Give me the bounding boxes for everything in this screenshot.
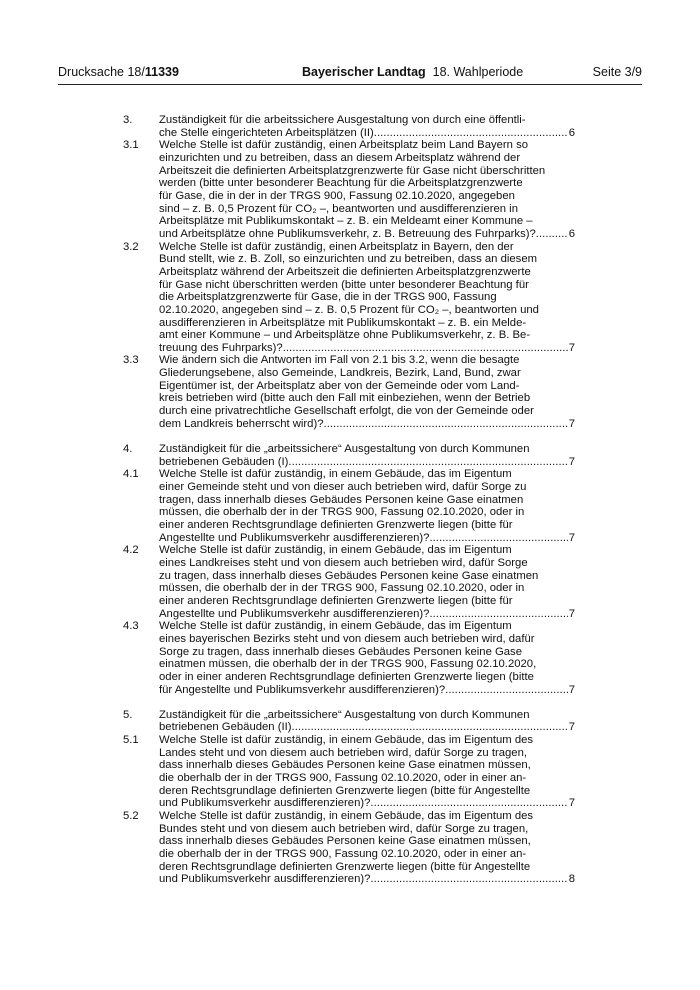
toc-last-line: [159, 342, 575, 355]
toc-line: Angestellte und Publikumsverkehr ausdifferenzieren)?: [159, 531, 430, 544]
toc-line: einer anderen Rechtsgrundlage definierten Grenzwerte liegen (bitte für: [159, 518, 513, 531]
toc-item-number: 3.2: [123, 240, 139, 253]
toc-line: Zuständigkeit für die arbeitssichere Ausgestaltung von durch eine öffentli-: [159, 114, 526, 126]
toc-line: Zuständigkeit für die „arbeitssichere“ Ausgestaltung von durch Kommunen: [159, 443, 530, 456]
toc-item-text: [159, 810, 575, 886]
toc-line: deren Rechtsgrundlage definierten Grenzwerte liegen (bitte für Angestellte: [159, 860, 531, 873]
dot-leader: [536, 228, 568, 241]
toc-page-number: 7: [568, 341, 575, 354]
toc-line: Sorge zu tragen, dass innerhalb dieses Gebäudes Personen keine Gase: [159, 645, 522, 658]
toc-item-text: [159, 443, 575, 468]
toc-line: ausdifferenzieren in Arbeitsplätze mit Publikumskontakt – z. B. ein Melde-: [159, 316, 527, 329]
institution-period: [302, 63, 523, 81]
toc-item-text: [159, 734, 575, 810]
toc-item[interactable]: [123, 810, 575, 886]
toc-line: dass innerhalb dieses Gebäudes Personen keine Gase einatmen müssen,: [159, 759, 531, 772]
toc-item-number: 5.1: [123, 734, 139, 747]
header-rule: [58, 84, 642, 85]
dot-leader: [445, 684, 568, 697]
toc-item-number: 4.1: [123, 468, 139, 481]
toc-item-number: 3.3: [123, 354, 139, 367]
doc-number-bold: 11339: [144, 65, 179, 79]
toc-line: die Arbeitsplatzgrenzwerte für Gase, die in der TRGS 900, Fassung: [159, 291, 497, 304]
toc-line: und Publikumsverkehr ausdifferenzieren)?: [159, 873, 371, 886]
dot-leader: [288, 456, 567, 469]
toc-line: Wie ändern sich die Antworten im Fall von 2.1 bis 3.2, wenn die besagte: [159, 354, 520, 367]
toc-item-text: [159, 544, 575, 620]
toc-line: Landes steht und von diesem auch betrieben wird, dafür Sorge zu tragen,: [159, 746, 528, 759]
toc-line: Eigentümer ist, der Arbeitsplatz aber von der Gemeinde oder vom Land-: [159, 379, 520, 392]
toc-page-number: 7: [568, 797, 575, 810]
toc-line: müssen, die oberhalb der in der TRGS 900, Fassung 02.10.2020, oder in: [159, 582, 525, 595]
page-indicator: Seite 3/9: [592, 65, 642, 79]
toc-line: eines Landkreises steht und von diesem auch betrieben wird, dafür Sorge: [159, 556, 528, 569]
toc-page-number: 7: [568, 721, 575, 734]
toc-line: Arbeitsplatz während der Arbeitszeit die definierten Arbeitsplatzgrenzwerte: [159, 265, 531, 278]
toc-line: müssen, die oberhalb der in der TRGS 900, Fassung 02.10.2020, oder in: [159, 506, 525, 519]
toc-page-number: 7: [568, 417, 575, 430]
toc-line: dem Landkreis beherrscht wird)?: [159, 417, 324, 430]
toc-line: eines bayerischen Bezirks steht und von diesem auch betrieben wird, dafür: [159, 632, 535, 645]
dot-leader: [370, 797, 567, 810]
toc-section[interactable]: [123, 114, 575, 139]
toc-item-text: [159, 620, 575, 696]
toc-section[interactable]: [123, 709, 575, 734]
dot-leader: [429, 608, 567, 621]
toc-item-text: [159, 114, 575, 139]
toc-line: kreis betrieben wird (bitte auch den Fall mit einbeziehen, wenn der Betrieb: [159, 392, 531, 405]
toc-line: Arbeitszeit die definierten Arbeitsplatzgrenzwerte für Gase nicht überschritten: [159, 164, 546, 177]
toc-line: zu tragen, dass innerhalb dieses Gebäudes Personen keine Gase einatmen: [159, 569, 539, 582]
toc-line: che Stelle eingerichteten Arbeitsplätzen (II): [159, 126, 374, 139]
toc-line: Welche Stelle ist dafür zuständig, einen Arbeitsplatz in Bayern, den der: [159, 240, 514, 253]
toc-line: werden (bitte unter besonderer Beachtung für die Arbeitsplatzgrenzwerte: [159, 177, 523, 190]
toc-item-number: 4.2: [123, 544, 139, 557]
toc-item-text: [159, 241, 575, 355]
toc-line: Welche Stelle ist dafür zuständig, in einem Gebäude, das im Eigentum: [159, 468, 512, 481]
toc-item[interactable]: [123, 354, 575, 430]
toc-line: und Arbeitsplätze ohne Publikumsverkehr, z. B. Betreuung des Fuhrparks)?: [159, 227, 536, 240]
toc-line: einzurichten und zu betreiben, dass an diesem Arbeitsplatz während der: [159, 151, 521, 164]
toc-item[interactable]: [123, 468, 575, 544]
toc-page-number: 6: [568, 126, 575, 139]
toc-line: für Gase nicht überschritten werden (bitte unter besonderer Beachtung für: [159, 278, 529, 291]
toc-last-line: [159, 228, 575, 241]
dot-leader: [370, 873, 567, 886]
toc-line: Welche Stelle ist dafür zuständig, in einem Gebäude, das im Eigentum: [159, 544, 512, 557]
toc-line: für Angestellte und Publikumsverkehr ausdifferenzieren)?: [159, 683, 446, 696]
toc-item-text: [159, 468, 575, 544]
toc-page-number: 8: [568, 873, 575, 886]
toc-line: deren Rechtsgrundlage definierten Grenzwerte liegen (bitte für Angestellte: [159, 784, 531, 797]
toc-line: oder in einer anderen Rechtsgrundlage definierten Grenzwerte liegen (bitte: [159, 670, 534, 683]
toc-item-text: [159, 139, 575, 240]
period: 18. Wahlperiode: [432, 65, 524, 79]
toc-line: betriebenen Gebäuden (I): [159, 455, 289, 468]
toc-line: durch eine privatrechtliche Gesellschaft erfolgt, die von der Gemeinde oder: [159, 405, 534, 418]
toc-line: die oberhalb der in der TRGS 900, Fassung 02.10.2020, oder in einer an-: [159, 772, 527, 785]
dot-leader: [324, 418, 568, 431]
toc-last-line: [159, 532, 575, 545]
toc-last-line: [159, 418, 575, 431]
toc-last-line: [159, 127, 575, 140]
toc-line: einer Gemeinde steht und von dieser auch betrieben wird, dafür Sorge zu: [159, 481, 527, 494]
toc-line: betriebenen Gebäuden (II): [159, 721, 292, 734]
toc-line: Welche Stelle ist dafür zuständig, in einem Gebäude, das im Eigentum: [159, 620, 512, 633]
toc-line: Bundes steht und von diesem auch betrieben wird, dafür Sorge zu tragen,: [159, 822, 529, 835]
dot-leader: [283, 342, 568, 355]
toc-line: sind – z. B. 0,5 Prozent für CO₂ –, beantworten und ausdifferenzieren in: [159, 202, 518, 215]
toc-item-text: [159, 354, 575, 430]
toc-item-text: [159, 709, 575, 734]
toc-last-line: [159, 873, 575, 886]
toc-line: Angestellte und Publikumsverkehr ausdifferenzieren)?: [159, 607, 430, 620]
toc-last-line: [159, 456, 575, 469]
toc-line: die oberhalb der in der TRGS 900, Fassung 02.10.2020, oder in einer an-: [159, 848, 527, 861]
toc-last-line: [159, 608, 575, 621]
doc-prefix: Drucksache 18/: [58, 65, 145, 79]
table-of-contents: [123, 114, 575, 886]
toc-line: und Publikumsverkehr ausdifferenzieren)?: [159, 797, 371, 810]
toc-item[interactable]: [123, 139, 575, 240]
toc-line: tragen, dass innerhalb dieses Gebäudes Personen keine Gase einatmen: [159, 493, 524, 506]
toc-item-number: 5.2: [123, 810, 139, 823]
page-header: [58, 63, 642, 81]
toc-item[interactable]: [123, 241, 575, 355]
toc-section[interactable]: [123, 443, 575, 468]
toc-last-line: [159, 721, 575, 734]
toc-line: Arbeitsplätze mit Publikumskontakt – z. B. ein Meldeamt einer Kommune –: [159, 215, 533, 228]
institution: Bayerischer Landtag: [302, 65, 426, 79]
toc-last-line: [159, 797, 575, 810]
dot-leader: [374, 127, 568, 140]
toc-page-number: 7: [568, 607, 575, 620]
toc-line: Zuständigkeit für die „arbeitssichere“ Ausgestaltung von durch Kommunen: [159, 708, 530, 721]
toc-item-number: 4.: [123, 443, 133, 456]
toc-line: Welche Stelle ist dafür zuständig, in einem Gebäude, das im Eigentum des: [159, 810, 534, 823]
toc-page-number: 7: [568, 455, 575, 468]
dot-leader: [429, 532, 567, 545]
toc-item[interactable]: [123, 620, 575, 696]
toc-line: 02.10.2020, angegeben sind – z. B. 0,5 Prozent für CO₂ –, beantworten und: [159, 303, 539, 316]
toc-line: Gliederungsebene, also Gemeinde, Landkreis, Bezirk, Land, Bund, zwar: [159, 367, 521, 380]
toc-line: für Gase, die in der in der TRGS 900, Fassung 02.10.2020, angegeben: [159, 189, 515, 202]
toc-line: Welche Stelle ist dafür zuständig, einen Arbeitsplatz beim Land Bayern so: [159, 139, 529, 152]
toc-item[interactable]: [123, 544, 575, 620]
toc-last-line: [159, 684, 575, 697]
toc-line: Welche Stelle ist dafür zuständig, in einem Gebäude, das im Eigentum des: [159, 734, 534, 747]
toc-item-number: 5.: [123, 708, 133, 721]
toc-page-number: 6: [568, 227, 575, 240]
toc-item[interactable]: [123, 734, 575, 810]
toc-page-number: 7: [568, 531, 575, 544]
toc-line: einatmen müssen, die oberhalb der in der TRGS 900, Fassung 02.10.2020,: [159, 658, 537, 671]
toc-item-number: 3.: [123, 114, 133, 126]
toc-line: Bund stellt, wie z. B. Zoll, so einzurichten und zu betreiben, dass an diesem: [159, 253, 538, 266]
toc-item-number: 3.1: [123, 139, 139, 152]
dot-leader: [292, 721, 568, 734]
toc-line: dass innerhalb dieses Gebäudes Personen keine Gase einatmen müssen,: [159, 835, 531, 848]
toc-item-number: 4.3: [123, 620, 139, 633]
toc-line: einer anderen Rechtsgrundlage definierten Grenzwerte liegen (bitte für: [159, 594, 513, 607]
toc-page-number: 7: [568, 683, 575, 696]
toc-line: treuung des Fuhrparks)?: [159, 341, 283, 354]
document-number: [58, 63, 179, 81]
toc-line: amt einer Kommune – und Arbeitsplätze ohne Publikumsverkehr, z. B. Be-: [159, 329, 531, 342]
